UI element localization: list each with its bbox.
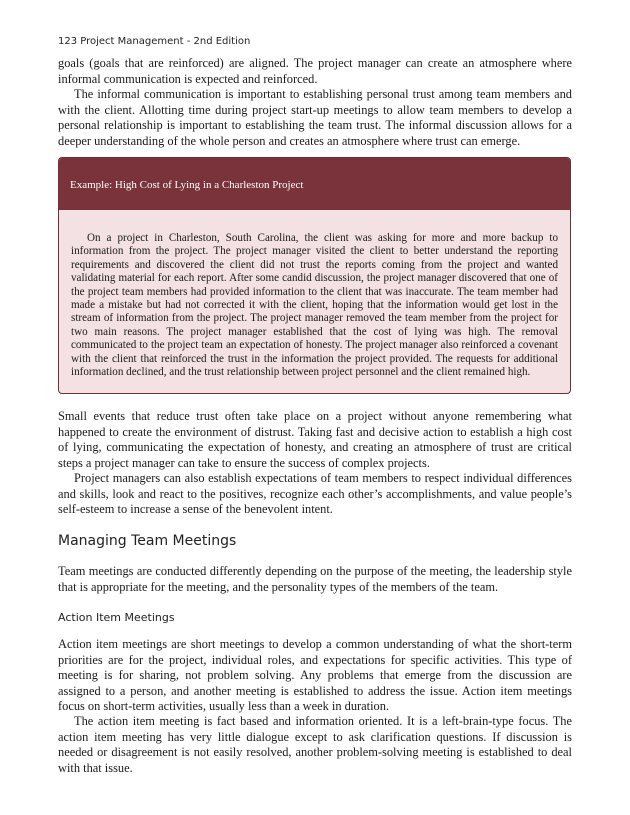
callout-title: Example: High Cost of Lying in a Charleston Project bbox=[59, 158, 570, 210]
subsection-heading: Action Item Meetings bbox=[58, 611, 175, 624]
intro-paragraph-1: goals (goals that are reinforced) are aligned. The project manager can create an atmosphere where informal communication is expected and reinforced. bbox=[58, 56, 572, 86]
subsection-paragraph-1: Action item meetings are short meetings to develop a common understanding of what the short-term priorities are for the project, individual roles, and expectations for specific activities. This type of meeting is for sharing, not problem solving. Any problems that emerge from the discussion are assigned to a person, and another meeting is established to address the issue. Action item meetings focus on short-term activities, usually less than a week in duration. bbox=[58, 637, 572, 713]
trust-paragraph-1: Small events that reduce trust often take place on a project without anyone remembering what happened to create the environment of distrust. Taking fast and decisive action to establish a high cost of lying, communicating the expectation of honesty, and creating an atmosphere of trust are critical steps a project manager can take to ensure the success of complex projects. bbox=[58, 409, 572, 470]
example-callout-box bbox=[58, 157, 571, 394]
callout-body: On a project in Charleston, South Carolina, the client was asking for more and more backup to information from the project. The project manager visited the client to better understand the reporting requirements and discovered the client did not trust the reports coming from the project and wanted validating material for each report. After some candid discussion, the project manager discovered that one of the project team members had provided information to the client that was inaccurate. The team member had made a mistake but had not corrected it with the client, hoping that the information would get lost in the stream of information from the project. The project manager removed the team member from the project for two main reasons. The project manager established that the cost of lying was high. The removal communicated to the project team an expectation of honesty. The project manager also reinforced a covenant with the client that reinforced the trust in the information the project provided. The requests for additional information declined, and the trust relationship between project personnel and the client remained high. bbox=[71, 232, 558, 379]
intro-paragraph-2: The informal communication is important to establishing personal trust among team members and with the client. Allotting time during project start-up meetings to allow team members to develop a personal relationship is important to establishing the team trust. The informal discussion allows for a deeper understanding of the whole person and creates an atmosphere where trust can emerge. bbox=[58, 87, 572, 148]
section-paragraph-1: Team meetings are conducted differently depending on the purpose of the meeting, the leadership style that is appropriate for the meeting, and the personality types of the members of the team. bbox=[58, 564, 572, 594]
trust-paragraph-2: Project managers can also establish expectations of team members to respect individual differences and skills, look and react to the positives, recognize each other’s accomplishments, and value people’s self-esteem to increase a sense of the benevolent intent. bbox=[58, 471, 572, 516]
section-heading: Managing Team Meetings bbox=[58, 533, 237, 549]
subsection-paragraph-2: The action item meeting is fact based and information oriented. It is a left-brain-type focus. The action item meeting has very little dialogue except to ask clarification questions. If discussion is needed or disagreement is not easily resolved, another problem-solving meeting is established to deal with that issue. bbox=[58, 714, 572, 775]
running-header: 123 Project Management - 2nd Edition bbox=[58, 36, 251, 47]
